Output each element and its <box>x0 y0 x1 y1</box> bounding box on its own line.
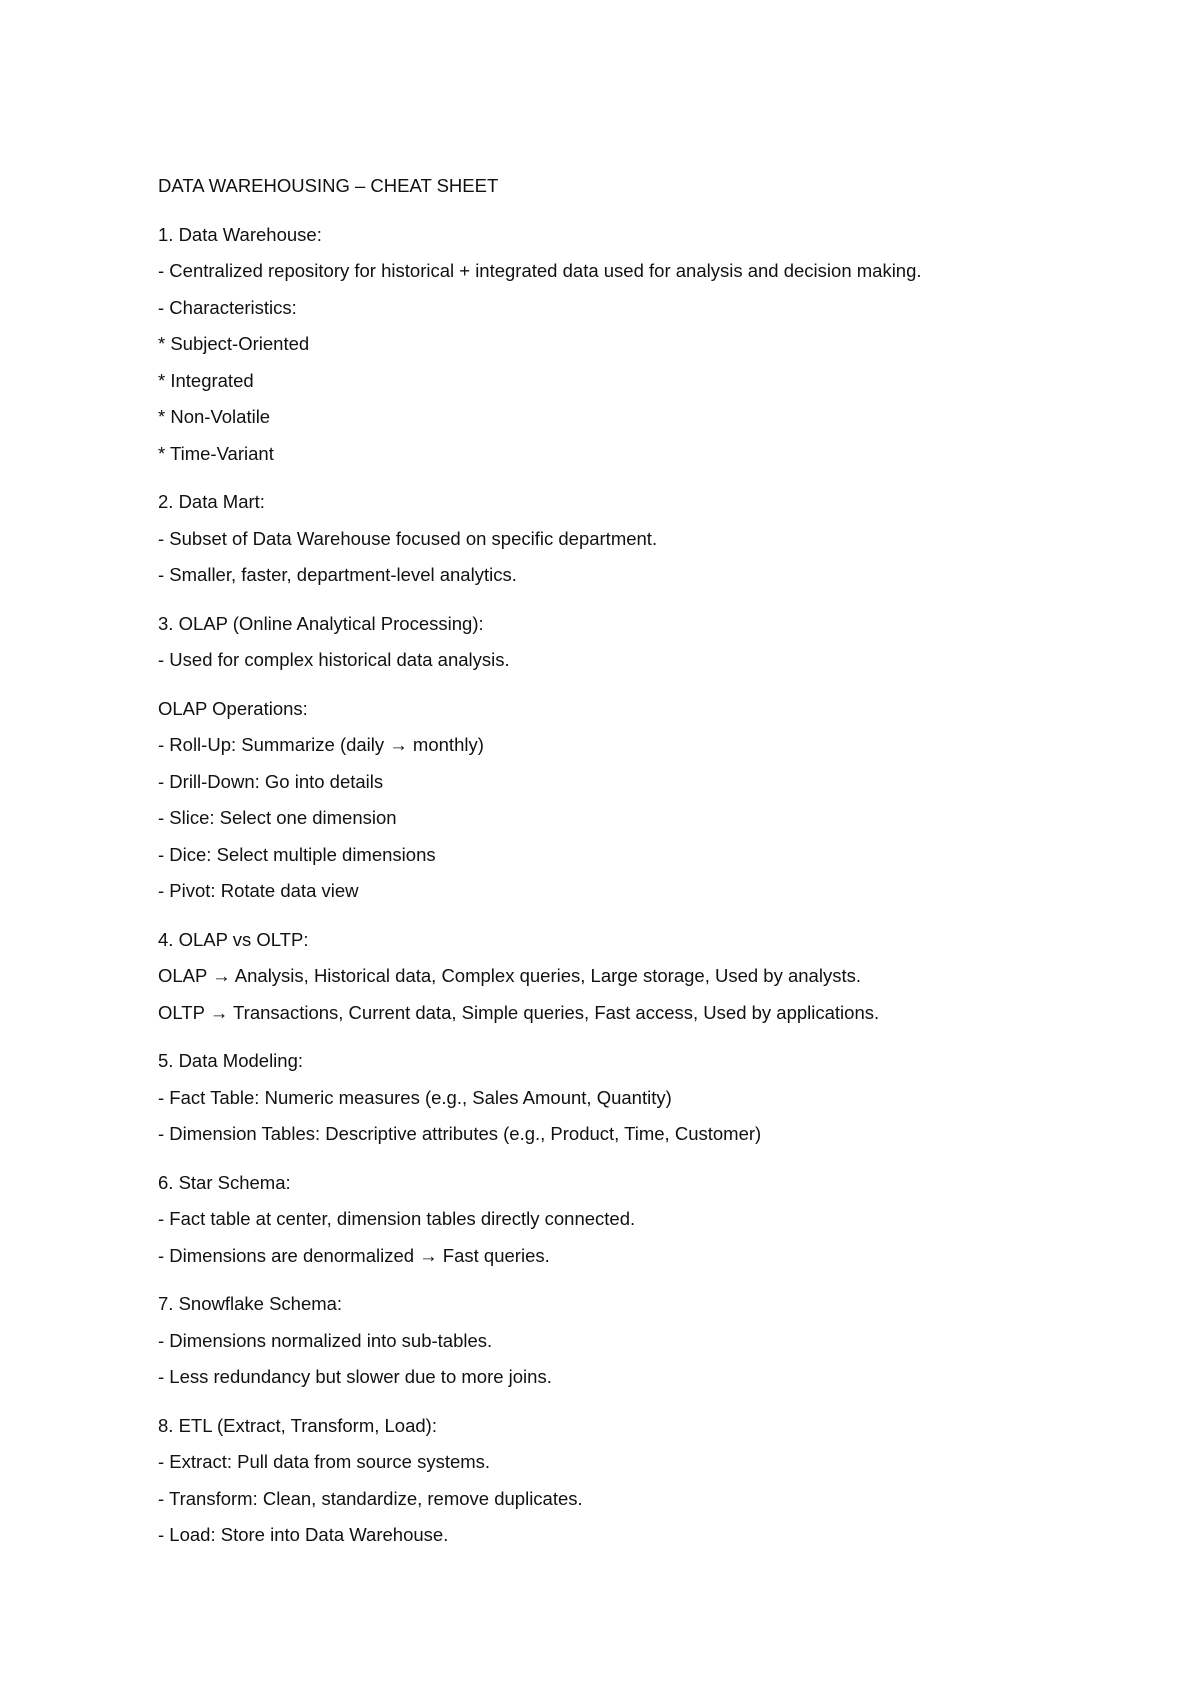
text-line: - Pivot: Rotate data view <box>158 880 359 901</box>
section-heading: 5. Data Modeling: <box>158 1050 304 1071</box>
text-line: OLAP → Analysis, Historical data, Complex queries, Large storage, Used by analysts. <box>158 965 861 986</box>
section-snowflake-schema <box>158 1286 1118 1396</box>
section-olap-vs-oltp <box>158 922 1118 1032</box>
section-etl <box>158 1408 1118 1554</box>
text-line: - Characteristics: <box>158 296 297 318</box>
text-line: - Fact table at center, dimension tables directly connected. <box>158 1208 636 1229</box>
section-heading: OLAP Operations: <box>158 697 308 719</box>
bullet-line: * Integrated <box>158 369 254 391</box>
document-body <box>158 168 1118 1554</box>
text-line: - Less redundancy but slower due to more joins. <box>158 1366 552 1387</box>
text-line: - Dimension Tables: Descriptive attributes (e.g., Product, Time, Customer) <box>158 1123 762 1144</box>
text-line: - Load: Store into Data Warehouse. <box>158 1524 449 1545</box>
section-heading: 1. Data Warehouse: <box>158 223 322 245</box>
text-line: - Centralized repository for historical + integrated data used for analysis and decision making. <box>158 260 922 281</box>
section-star-schema <box>158 1165 1118 1275</box>
section-heading: 4. OLAP vs OLTP: <box>158 928 309 950</box>
text-line: OLTP → Transactions, Current data, Simple queries, Fast access, Used by applications. <box>158 1001 880 1023</box>
text-line: - Subset of Data Warehouse focused on specific department. <box>158 527 658 549</box>
section-heading: 7. Snowflake Schema: <box>158 1293 343 1314</box>
section-olap-operations <box>158 691 1118 910</box>
section-heading: 3. OLAP (Online Analytical Processing): <box>158 612 484 634</box>
bullet-line: * Non-Volatile <box>158 406 271 427</box>
bullet-line: * Subject-Oriented <box>158 333 310 354</box>
text-line: - Dice: Select multiple dimensions <box>158 843 436 865</box>
text-line: - Extract: Pull data from source systems. <box>158 1451 491 1472</box>
text-line: - Smaller, faster, department-level analytics. <box>158 564 517 585</box>
section-olap <box>158 606 1118 679</box>
section-data-mart <box>158 484 1118 594</box>
text-line: - Roll-Up: Summarize (daily → monthly) <box>158 734 484 755</box>
section-heading: 2. Data Mart: <box>158 491 265 512</box>
text-line: - Fact Table: Numeric measures (e.g., Sales Amount, Quantity) <box>158 1086 672 1108</box>
text-line: - Used for complex historical data analysis. <box>158 649 510 670</box>
page-title: DATA WAREHOUSING – CHEAT SHEET <box>158 175 499 196</box>
section-data-warehouse <box>158 217 1118 473</box>
text-line: - Drill-Down: Go into details <box>158 770 384 792</box>
section-heading: 6. Star Schema: <box>158 1171 291 1193</box>
bullet-line: * Time-Variant <box>158 442 274 464</box>
text-line: - Dimensions are denormalized → Fast queries. <box>158 1244 550 1266</box>
text-line: - Dimensions normalized into sub-tables. <box>158 1329 493 1351</box>
section-data-modeling <box>158 1043 1118 1153</box>
text-line: - Slice: Select one dimension <box>158 807 397 828</box>
section-heading: 8. ETL (Extract, Transform, Load): <box>158 1414 437 1436</box>
text-line: - Transform: Clean, standardize, remove duplicates. <box>158 1487 583 1509</box>
